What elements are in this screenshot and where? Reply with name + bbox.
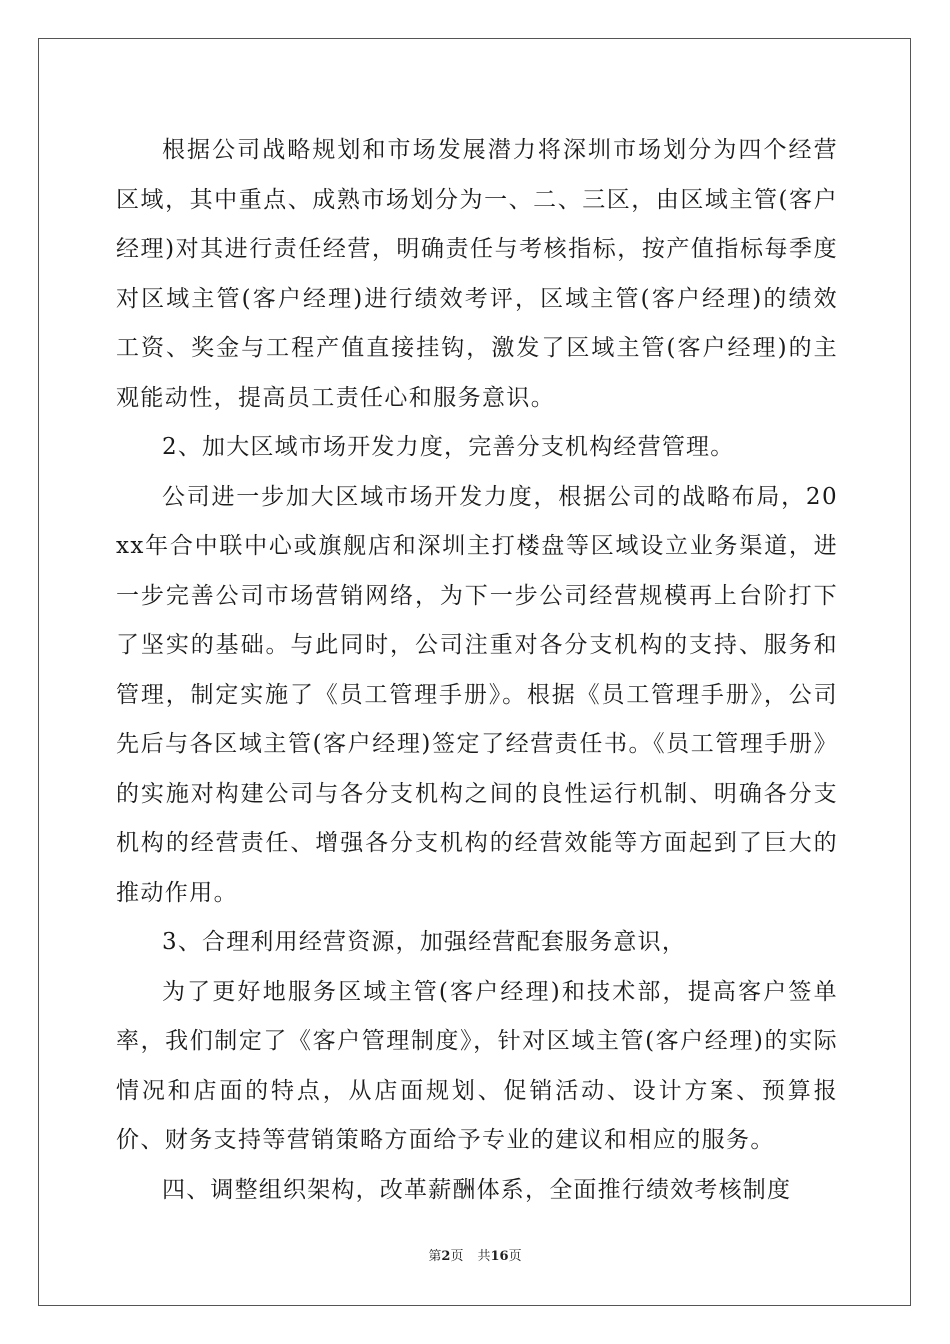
paragraph-customer-service: 为了更好地服务区域主管(客户经理)和技术部，提高客户签单率，我们制定了《客户管理制度》，针对区域主管(客户经理)的实际情况和店面的特点，从店面规划、促销活动、设计方案、预算报价、财务支持等营销策略方面给予专业的建议和相应的服务。 bbox=[116, 978, 838, 1153]
document-body bbox=[116, 126, 838, 1215]
page-prefix: 第 bbox=[428, 1249, 442, 1264]
total-prefix: 共 bbox=[477, 1249, 491, 1264]
page-footer bbox=[0, 1245, 950, 1264]
paragraph-market-division: 根据公司战略规划和市场发展潜力将深圳市场划分为四个经营区域，其中重点、成熟市场划分为一、二、三区，由区域主管(客户经理)对其进行责任经营，明确责任与考核指标，按产值指标每季度对区域主管(客户经理)进行绩效考评，区域主管(客户经理)的绩效工资、奖金与工程产值直接挂钩，激发了区域主管(客户经理)的主观能动性，提高员工责任心和服务意识。 bbox=[116, 137, 838, 411]
total-pages: 16 bbox=[490, 1249, 509, 1264]
page-suffix: 页 bbox=[450, 1249, 464, 1264]
paragraph-regional-development: 公司进一步加大区域市场开发力度，根据公司的战略布局，20xx年合中联中心或旗舰店和深圳主打楼盘等区域设立业务渠道，进一步完善公司市场营销网络，为下一步公司经营规模再上台阶打下了坚实的基础。与此同时，公司注重对各分支机构的支持、服务和管理，制定实施了《员工管理手册》。根据《员工管理手册》，公司先后与各区域主管(客户经理)签定了经营责任书。《员工管理手册》的实施对构建公司与各分支机构之间的良性运行机制、明确各分支机构的经营责任、增强各分支机构的经营效能等方面起到了巨大的推动作用。 bbox=[116, 483, 838, 906]
section-heading-4: 四、调整组织架构，改革薪酬体系，全面推行绩效考核制度 bbox=[162, 1176, 792, 1203]
section-heading-2: 2、加大区域市场开发力度，完善分支机构经营管理。 bbox=[162, 434, 735, 460]
page-number: 2 bbox=[441, 1249, 451, 1264]
section-heading-3: 3、合理利用经营资源，加强经营配套服务意识， bbox=[162, 929, 687, 955]
total-suffix: 页 bbox=[508, 1249, 522, 1264]
